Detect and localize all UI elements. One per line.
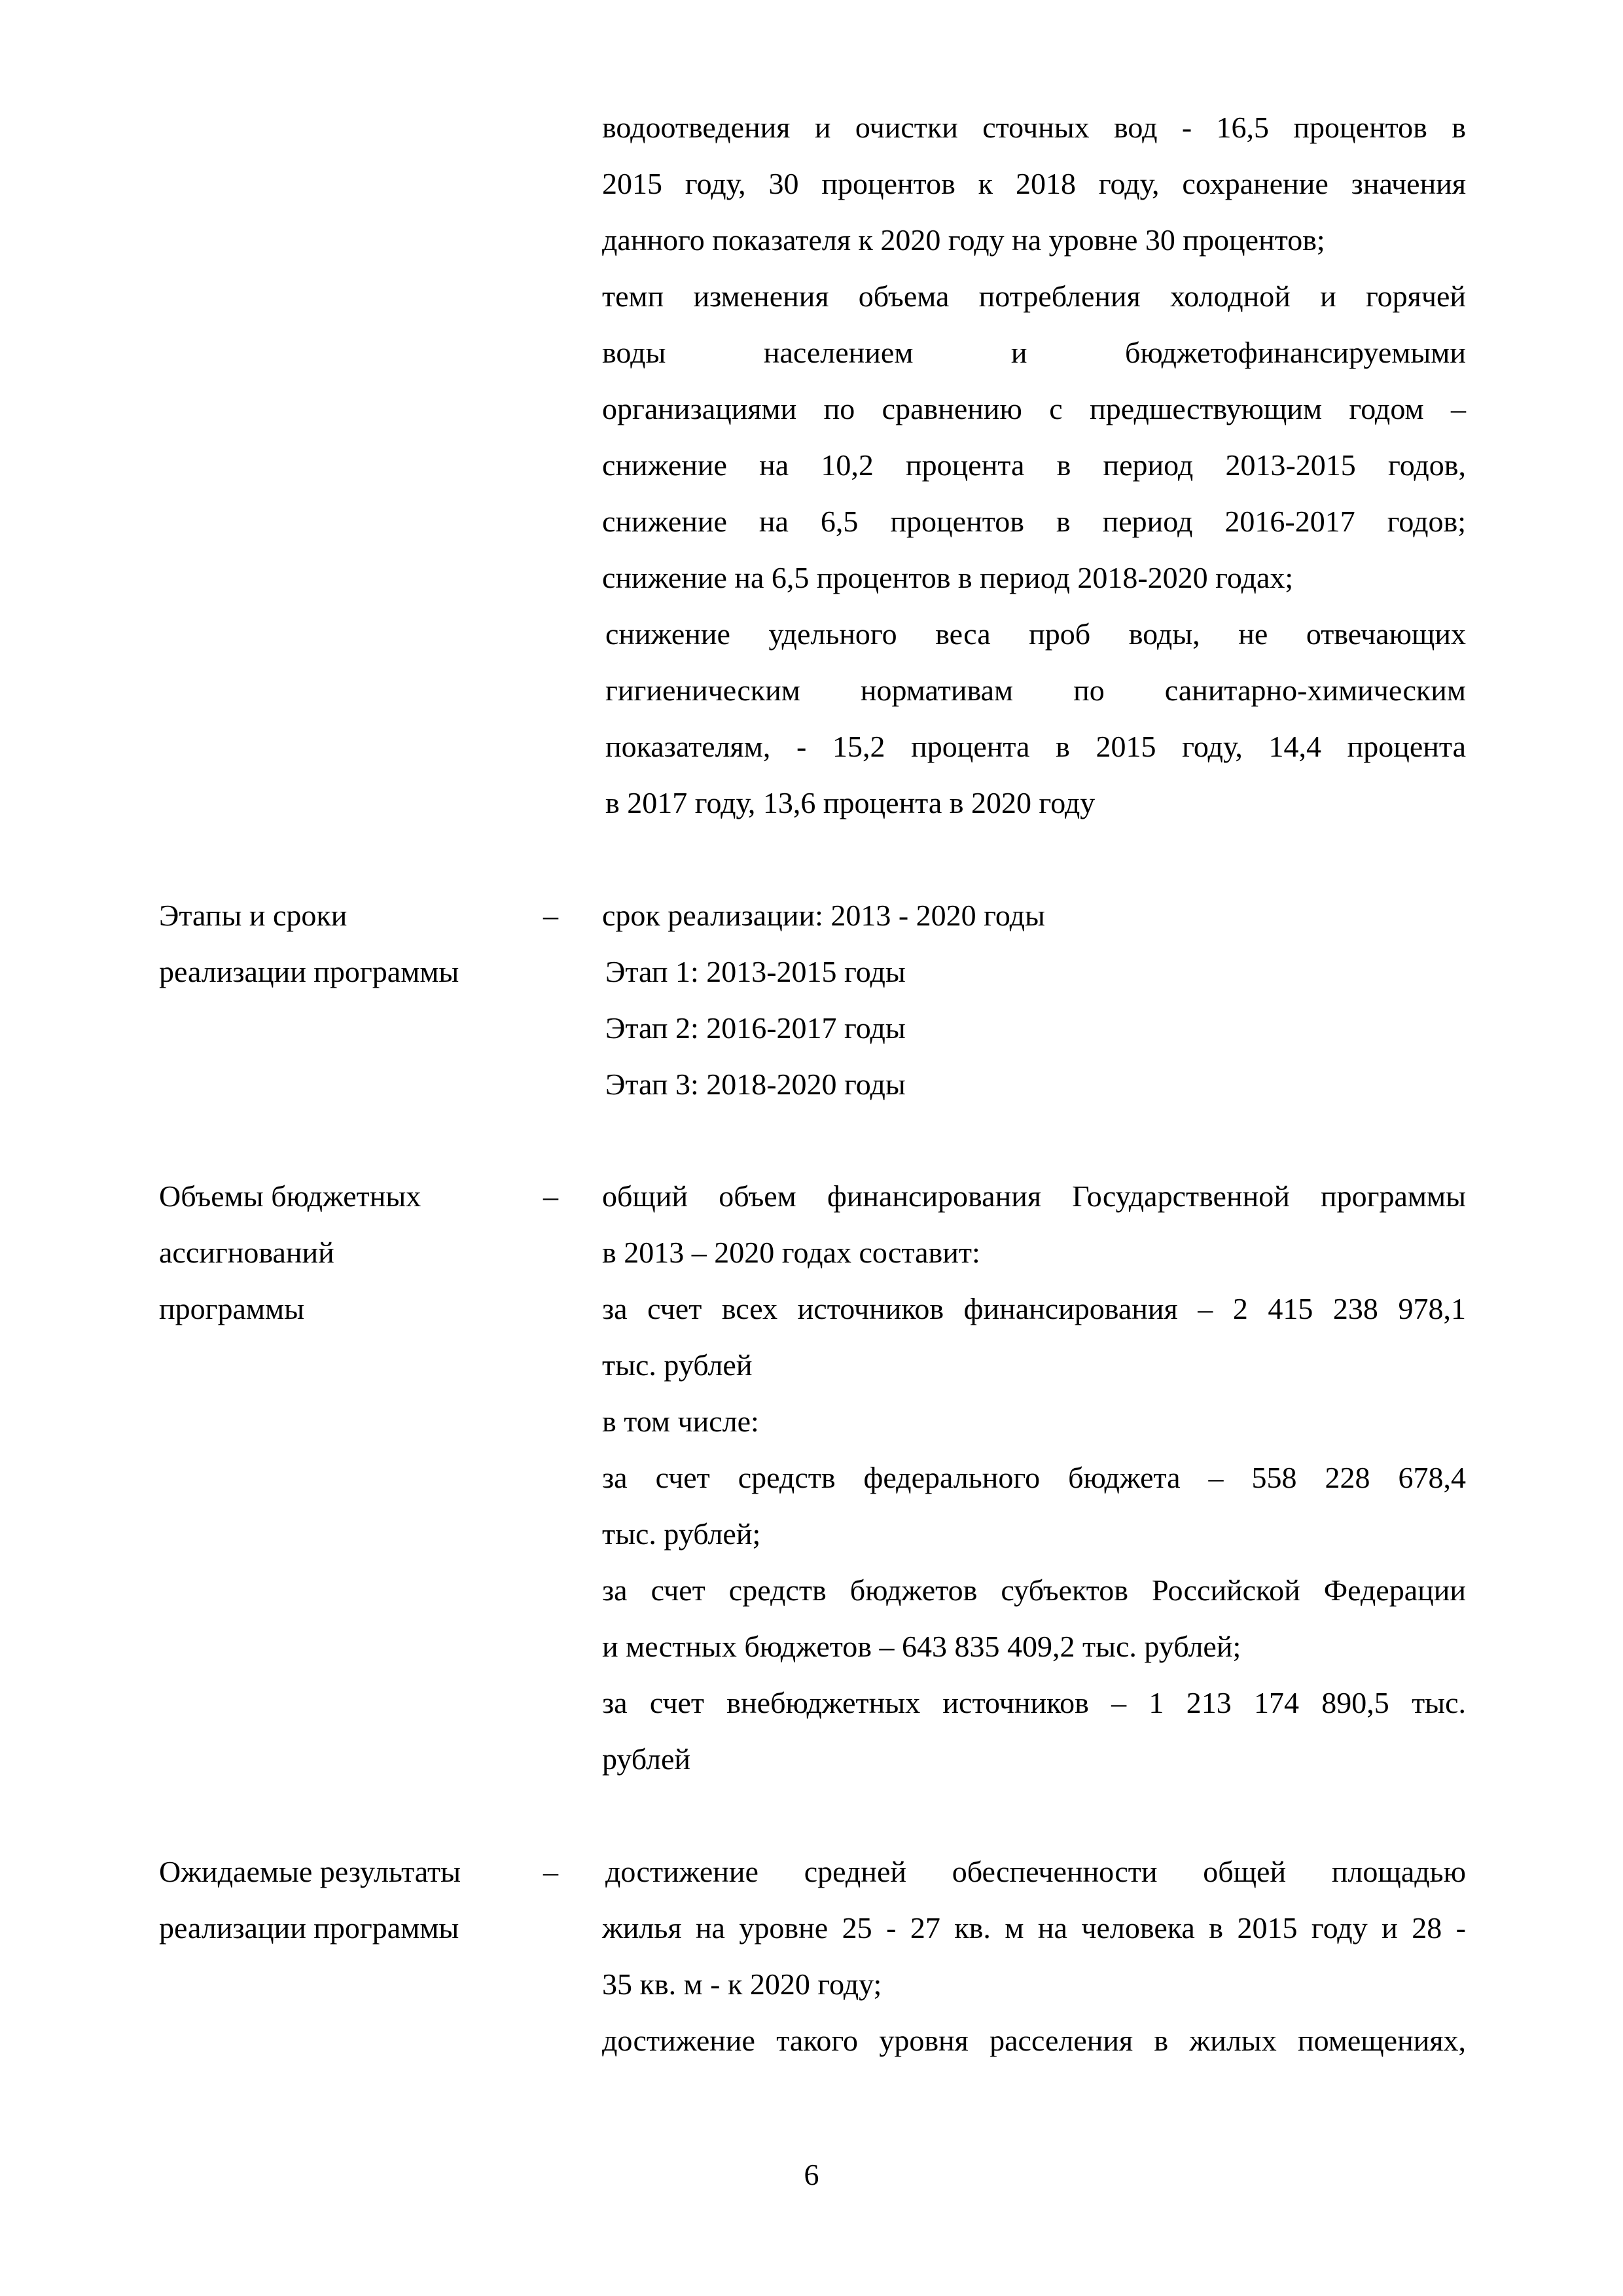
section-content-line: в том числе: (602, 1405, 759, 1438)
section-content-line: жилья на уровне 25 - 27 кв. м на человека в 2015 году и 28 - (602, 1911, 1466, 1945)
section-label: ассигнований (159, 1236, 334, 1269)
section-content-line: рублей (602, 1742, 691, 1776)
section-label: Этапы и сроки (159, 899, 348, 932)
intro-line: снижение удельного веса проб воды, не отвечающих (605, 617, 1466, 651)
section-content-line: за счет внебюджетных источников – 1 213 174 890,5 тыс. (602, 1686, 1466, 1719)
section-content-line: и местных бюджетов – 643 835 409,2 тыс. рублей; (602, 1630, 1241, 1663)
section-content-line: Этап 3: 2018-2020 годы (605, 1067, 906, 1101)
intro-line: 2015 году, 30 процентов к 2018 году, сохранение значения (602, 167, 1466, 200)
intro-line: водоотведения и очистки сточных вод - 16,5 процентов в (602, 111, 1466, 144)
intro-line: снижение на 10,2 процента в период 2013-2015 годов, (602, 448, 1466, 482)
intro-line: снижение на 6,5 процентов в период 2018-2020 годах; (602, 561, 1294, 594)
section-label: реализации программы (159, 1911, 459, 1945)
section-dash: – (543, 899, 558, 932)
section-content-line: Этап 2: 2016-2017 годы (605, 1011, 906, 1045)
intro-line: показателям, - 15,2 процента в 2015 году, 14,4 процента (605, 730, 1466, 763)
section-content-line: Этап 1: 2013-2015 годы (605, 955, 906, 988)
section-label: Объемы бюджетных (159, 1179, 421, 1213)
section-dash: – (543, 1179, 558, 1213)
section-content-line: тыс. рублей; (602, 1517, 761, 1551)
section-label: реализации программы (159, 955, 459, 988)
section-content-line: тыс. рублей (602, 1348, 753, 1382)
intro-line: гигиеническим нормативам по санитарно-химическим (605, 673, 1466, 707)
section-content-line: достижение средней обеспеченности общей площадью (605, 1855, 1466, 1888)
section-content-line: в 2013 – 2020 годах составит: (602, 1236, 980, 1269)
page-number: 6 (804, 2158, 819, 2191)
section-content-line: 35 кв. м - к 2020 году; (602, 1967, 882, 2001)
intro-line: организациями по сравнению с предшествующим годом – (602, 392, 1466, 425)
intro-line: темп изменения объема потребления холодной и горячей (602, 279, 1466, 313)
section-content-line: общий объем финансирования Государственной программы (602, 1179, 1466, 1213)
intro-line: в 2017 году, 13,6 процента в 2020 году (605, 786, 1096, 819)
section-content-line: достижение такого уровня расселения в жилых помещениях, (602, 2024, 1466, 2057)
section-label: Ожидаемые результаты (159, 1855, 461, 1888)
section-content-line: срок реализации: 2013 - 2020 годы (602, 899, 1045, 932)
intro-line: снижение на 6,5 процентов в период 2016-2017 годов; (602, 505, 1466, 538)
section-content-line: за счет средств федерального бюджета – 558 228 678,4 (602, 1461, 1466, 1494)
intro-line: воды населением и бюджетофинансируемыми (602, 336, 1466, 369)
section-label: программы (159, 1292, 305, 1325)
section-content-line: за счет средств бюджетов субъектов Российской Федерации (602, 1573, 1466, 1607)
section-content-line: за счет всех источников финансирования – 2 415 238 978,1 (602, 1292, 1466, 1325)
section-dash: – (543, 1855, 558, 1888)
intro-line: данного показателя к 2020 году на уровне 30 процентов; (602, 223, 1325, 257)
